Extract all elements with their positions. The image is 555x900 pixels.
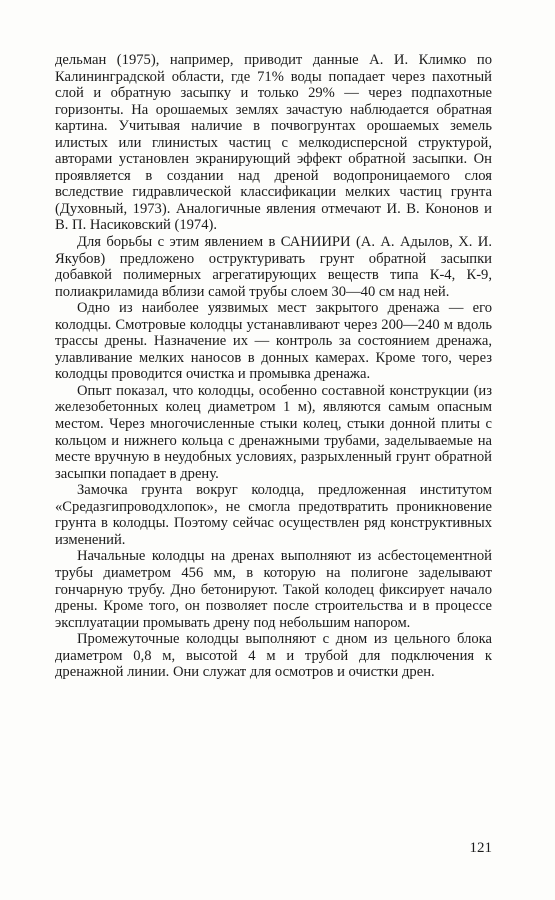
page-number: 121 <box>469 840 492 856</box>
paragraph-6: Начальные колодцы на дренах выполняют из асбестоцементной трубы диаметром 456 мм, в которую на полигоне заделывают гончарную трубу. Дно бетонируют. Такой колодец фиксирует начало дрены. Кроме того, он позволяет после строительства и в процессе эксплуатации промывать дрену под небольшим напором. <box>55 548 492 631</box>
paragraph-4: Опыт показал, что колодцы, особенно составной конструкции (из железобетонных колец диаметром 1 м), являются самым опасным местом. Через многочисленные стыки колец, стыки донной плиты с кольцом и нижнего кольца с дренажными трубами, заделываемые на месте вручную в неудобных условиях, разрыхленный грунт обратной засыпки попадает в дрену. <box>55 382 492 482</box>
paragraph-1: дельман (1975), например, приводит данные А. И. Климко по Калининградской области, где 71% воды попадает через пахотный слой и обратную засыпку и только 29% — через подпахотные горизонты. На орошаемых землях зачастую наблюдается обратная картина. Учитывая наличие в почвогрунтах орошаемых земель илистых или глинистых частиц с мелкодисперсной структурой, авторами установлен экранирующий эффект обратной засыпки. Он проявляется в создании над дреной водопроницаемого слоя вследствие гидравлической классификации мелких частиц грунта (Духовный, 1973). Аналогичные явления отмечают И. В. Кононов и В. П. Насиковский (1974). <box>55 52 492 234</box>
paragraph-3: Одно из наиболее уязвимых мест закрытого дренажа — его колодцы. Смотровые колодцы устанавливают через 200—240 м вдоль трассы дрены. Назначение их — контроль за состоянием дренажа, улавливание мелких наносов в донных камерах. Кроме того, через колодцы проводится очистка и промывка дренажа. <box>55 300 492 383</box>
paragraph-2: Для борьбы с этим явлением в САНИИРИ (А. А. Адылов, Х. И. Якубов) предложено оструктуривать грунт обратной засыпки добавкой полимерных агрегатирующих веществ типа К-4, К-9, полиакриламида вблизи самой трубы слоем 30—40 см над ней. <box>55 234 492 300</box>
page-text <box>55 52 492 681</box>
paragraph-7: Промежуточные колодцы выполняют с дном из цельного блока диаметром 0,8 м, высотой 4 м и трубой для подключения к дренажной линии. Они служат для осмотров и очистки дрен. <box>55 631 492 681</box>
paragraph-5: Замочка грунта вокруг колодца, предложенная институтом «Средазгипроводхлопок», не смогла предотвратить проникновение грунта в колодцы. Поэтому сейчас осуществлен ряд конструктивных изменений. <box>55 482 492 548</box>
